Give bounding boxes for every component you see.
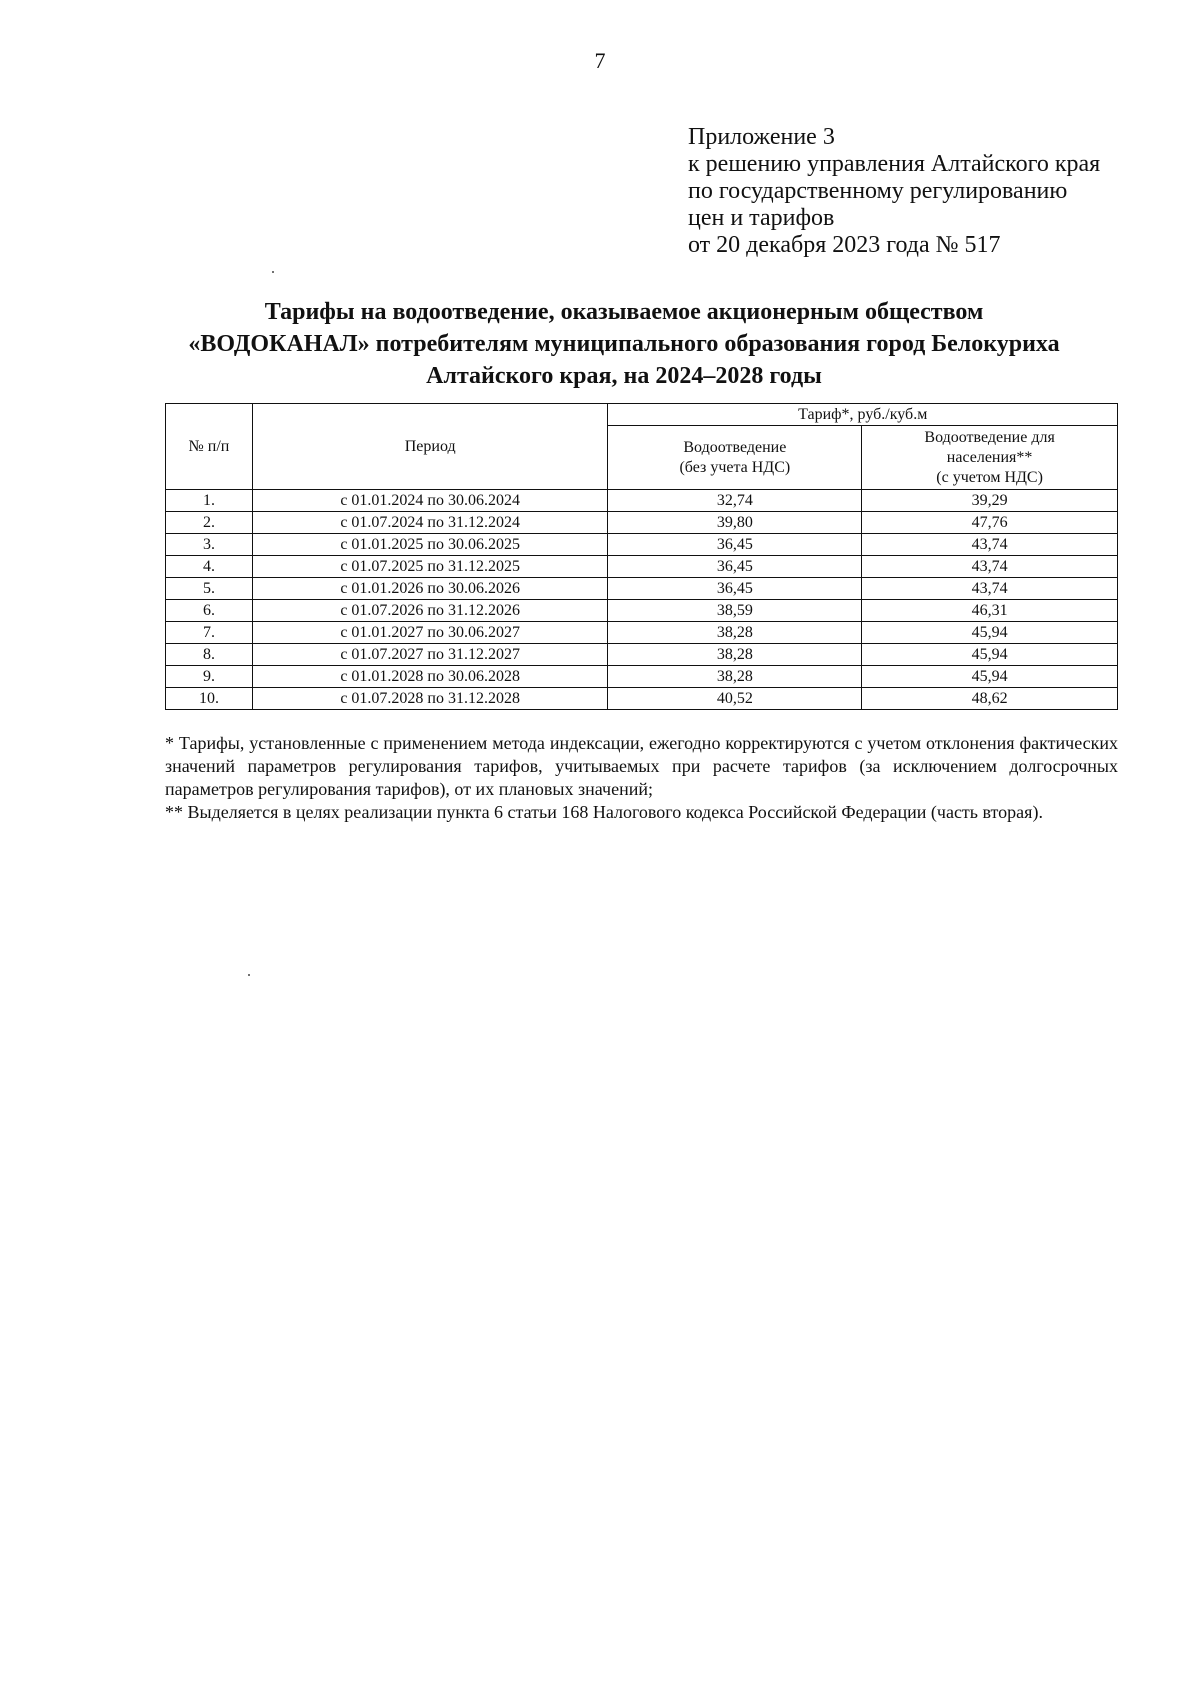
row-number: 5.: [166, 578, 253, 600]
row-number: 8.: [166, 644, 253, 666]
title-line: «ВОДОКАНАЛ» потребителям муниципального образования город Белокуриха: [188, 331, 1060, 357]
appendix-line: Приложение 3: [688, 124, 835, 150]
row-period: с 01.07.2028 по 31.12.2028: [252, 688, 608, 710]
row-number: 6.: [166, 600, 253, 622]
row-population-tariff: 48,62: [862, 688, 1118, 710]
row-base-tariff: 32,74: [608, 490, 862, 512]
row-number: 7.: [166, 622, 253, 644]
row-period: с 01.01.2025 по 30.06.2025: [252, 534, 608, 556]
appendix-line: цен и тарифов: [688, 205, 835, 231]
row-base-tariff: 38,28: [608, 644, 862, 666]
row-number: 4.: [166, 556, 253, 578]
row-base-tariff: 38,28: [608, 666, 862, 688]
header-pop-line: (с учетом НДС): [936, 468, 1043, 486]
footnote: * Тарифы, установленные с применением метода индексации, ежегодно корректируются с учетом отклонения фактических значений параметров регулирования тарифов, учитываемых при расчете тарифов (за исключением долгосрочных параметров регулирования тарифов), от их плановых значений;: [165, 733, 1118, 799]
document-title: [160, 296, 1088, 392]
appendix-line: по государственному регулированию: [688, 178, 1068, 204]
row-population-tariff: 47,76: [862, 512, 1118, 534]
header-number: № п/п: [166, 404, 253, 490]
row-period: с 01.07.2024 по 31.12.2024: [252, 512, 608, 534]
header-tariff-group: Тариф*, руб./куб.м: [608, 404, 1118, 426]
row-period: с 01.07.2026 по 31.12.2026: [252, 600, 608, 622]
header-population-tariff: [862, 426, 1118, 490]
page-number: 7: [594, 48, 606, 73]
table-row: [166, 578, 1118, 600]
row-period: с 01.01.2026 по 30.06.2026: [252, 578, 608, 600]
header-base-line: Водоотведение: [683, 438, 787, 456]
table-row: [166, 534, 1118, 556]
row-period: с 01.01.2024 по 30.06.2024: [252, 490, 608, 512]
table-row: [166, 666, 1118, 688]
table-row: [166, 688, 1118, 710]
row-number: 10.: [166, 688, 253, 710]
row-base-tariff: 39,80: [608, 512, 862, 534]
row-population-tariff: 43,74: [862, 556, 1118, 578]
header-pop-line: Водоотведение для: [924, 428, 1055, 446]
tariff-table: [165, 403, 1118, 710]
appendix-line: к решению управления Алтайского края: [688, 151, 1101, 177]
row-number: 3.: [166, 534, 253, 556]
header-period: Период: [252, 404, 608, 490]
row-base-tariff: 36,45: [608, 578, 862, 600]
table-row: [166, 600, 1118, 622]
header-pop-line: населения**: [946, 448, 1033, 466]
header-base-tariff: [608, 426, 862, 490]
row-population-tariff: 46,31: [862, 600, 1118, 622]
scan-speck: [272, 271, 274, 273]
title-line: Алтайского края, на 2024–2028 годы: [426, 363, 822, 389]
row-population-tariff: 45,94: [862, 644, 1118, 666]
row-base-tariff: 40,52: [608, 688, 862, 710]
appendix-line: от 20 декабря 2023 года № 517: [688, 232, 1001, 258]
row-period: с 01.07.2025 по 31.12.2025: [252, 556, 608, 578]
row-population-tariff: 45,94: [862, 666, 1118, 688]
row-base-tariff: 36,45: [608, 556, 862, 578]
row-number: 1.: [166, 490, 253, 512]
row-period: с 01.01.2027 по 30.06.2027: [252, 622, 608, 644]
row-number: 2.: [166, 512, 253, 534]
row-base-tariff: 38,28: [608, 622, 862, 644]
appendix-block: [688, 124, 1100, 259]
table-row: [166, 644, 1118, 666]
footnote: ** Выделяется в целях реализации пункта 6 статьи 168 Налогового кодекса Российской Федерации (часть вторая).: [165, 802, 1043, 822]
scan-speck: [248, 974, 250, 976]
row-population-tariff: 39,29: [862, 490, 1118, 512]
table-row: [166, 512, 1118, 534]
header-base-line: (без учета НДС): [679, 458, 791, 476]
row-period: с 01.07.2027 по 31.12.2027: [252, 644, 608, 666]
row-base-tariff: 38,59: [608, 600, 862, 622]
table-row: [166, 556, 1118, 578]
row-population-tariff: 43,74: [862, 534, 1118, 556]
row-population-tariff: 45,94: [862, 622, 1118, 644]
row-period: с 01.01.2028 по 30.06.2028: [252, 666, 608, 688]
title-line: Тарифы на водоотведение, оказываемое акционерным обществом: [264, 299, 984, 325]
row-base-tariff: 36,45: [608, 534, 862, 556]
row-number: 9.: [166, 666, 253, 688]
table-row: [166, 622, 1118, 644]
footnotes: [165, 732, 1118, 824]
table-row: [166, 490, 1118, 512]
row-population-tariff: 43,74: [862, 578, 1118, 600]
